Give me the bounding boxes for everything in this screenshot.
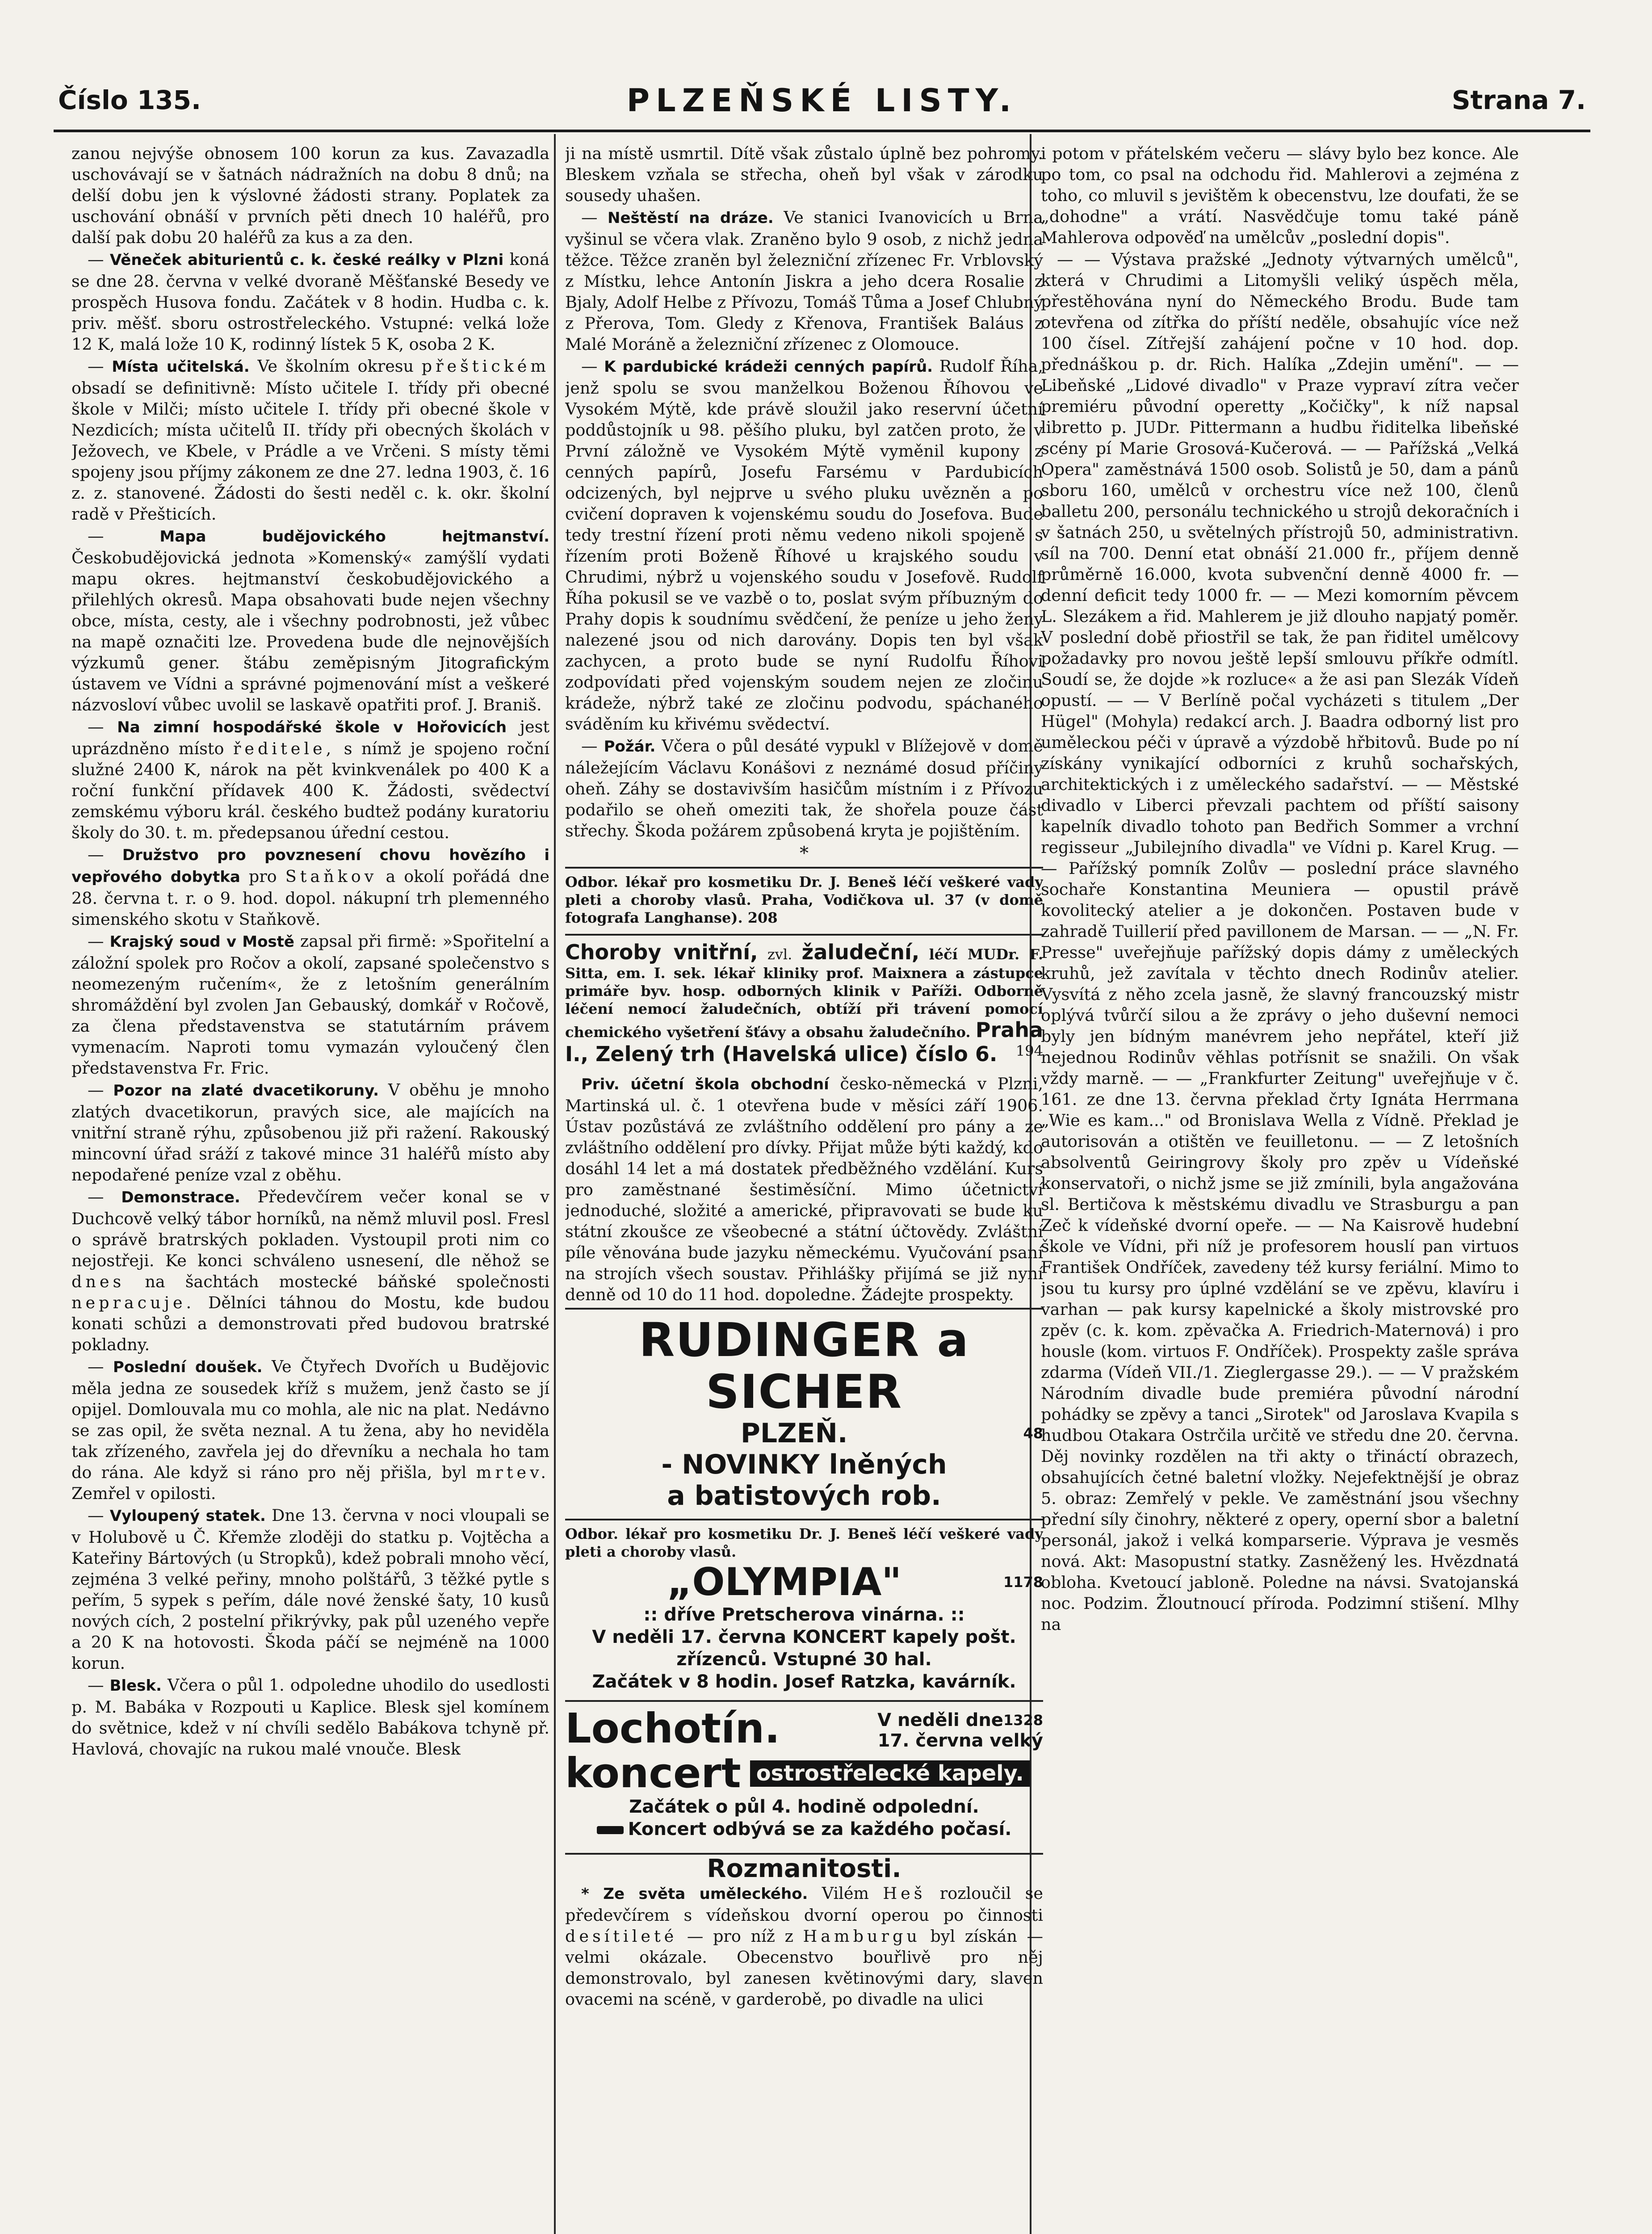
ad-title: Lochotín. xyxy=(565,1705,780,1752)
section-title: Rozmanitosti. xyxy=(565,1853,1043,1879)
article: Priv. účetní škola obchodní česko-německá v Plzni, Martinská ul. č. 1 otevřena bude v měsíci září 1906. Ústav pozůstává ze zvláštního oddělení pro pány a ze zvláštního oddělení pro dívky. Přijat může býti každý, kdo dosáhl 14 let a má dostatek předběžného vzdělání. Kurs pro zaměstnané šestiměsíční. Mimo účetnictví jednoduché, složité a americké, připravovati se bude ku státní zkoušce ze všeobecné a státní účtovědy. Zvláštní píle věnována bude jazyku německému. Vyučování psaní na strojích všech soustav. Přihlášky přijímá se již nyní denně od 10 do 11 hod. dopoledne. Žádejte prospekty. xyxy=(565,1074,1043,1304)
article-headline: Pozor na zlaté dvacetikoruny. xyxy=(113,1082,379,1100)
article: — Družstvo pro povznesení chovu hovězího i vepřového dobytka pro Staňkov a okolí pořádá dne 28. června t. r. o 9. hod. dopol. nákupní trh plemenného simenského skotu v Staňkově. xyxy=(71,845,549,929)
article: — Požár. Včera o půl desáté vypukl v Blížejově v domě náležejícím Václavu Konášovi z neznámé dosud příčiny oheň. Záhy se dostavivším hasičům místním i z Přívozu podařilo se oheň omeziti tak, že shořela pouze část střechy. Škoda požárem způsobená kryta je pojištěním. xyxy=(565,736,1043,840)
article-headline: Vyloupený statek. xyxy=(109,1507,266,1525)
article: — Demonstrace. Předevčírem večer konal se v Duchcově velký tábor horníků, na němž mluvil posl. Fresl o správě bratrských pokladen. Vystoupil proti nim co nejostřeji. Ke konci schváleno usnesení, dle něhož se dnes na šachtách mostecké báňské společnosti nepracuje. Dělníci táhnou do Mostu, kde budou konati schůzi a demonstrovati před budovou bratrské pokladny. xyxy=(71,1187,549,1354)
article-headline: Družstvo pro povznesení chovu hovězího i vepřového dobytka xyxy=(71,846,549,886)
advertisement-olympia: Odbor. lékař pro kosmetiku Dr. J. Beneš léčí veškeré vady pleti a choroby vlasů. „OLYMPIA" 1178 :: dříve Pretscherova vinárna. :: V neděli 17. června KONCERT kapely pošt. zřízenců. Vstupné 30 hal. Začátek v 8 hodin. Josef Ratzka, kavárník. xyxy=(565,1519,1043,1697)
article-continuation: zanou nejvýše obnosem 100 korun za kus. Zavazadla uschovávají se v šatnách nádražních na dobu 8 dnů; na delší dobu jen k výslovné žádosti strany. Poplatek za uschování obnáší v prvních pěti dnech 10 haléřů, pro další pak dobu 20 haléřů za kus a za den. xyxy=(71,144,549,247)
article-text: koná se dne 28. června v velké dvoraně Měšťanské Besedy ve prospěch Husova fondu. Začátek v 8 hodin. Hudba c. k. priv. měšť. sboru ostrostřeleckého. Vstupné: velká lože 12 K, malá lože 10 K, rodinný lístek 5 K, osoba 2 K. xyxy=(71,250,549,354)
ad-city: PLZEŇ. 48 xyxy=(740,1418,1043,1449)
article: — — Výstava pražské „Jednoty výtvarných umělců", která v Chrudimi a Litomyšli veliký úspěch měla, přestěhována nyní do Německého Brodu. Bude tam otevřena od zítřka do příští neděle, obsahujíc více než 100 čísel. Zítřejší zahájení počne v 10 hod. dop. přednáškou p. dr. Rich. Halíka „Zdejin umění". — — Libeňské „Lidové divadlo" v Praze vypraví zítra večer premiéru původní operetty „Kočičky", k níž napsal libretto p. JUDr. Pittermann a hudbu řiditelka libeňské scény pí Marie Grosová-Kučerová. — — Pařížská „Velká Opera" zaměstnává 1500 osob. Solistů je 50, dam a pánů sboru 160, umělců v orchestru více než 100, členů balletu 200, personálu technického u strojů dekoračních i v šatnách 250, u světelných přístrojů 50, administrativn. síl na 700. Denní etat obnáší 21.000 fr., příjem denně průměrně 16.000, kvota subvenční denně 4000 fr. — denní deficit tedy 1000 fr. — — Mezi komorním pěvcem L. Slezákem a řid. Mahlerem je již dlouho napjatý poměr. V poslední době přiostřil se tak, že pan řiditel umělcovy požadavky pro novou ještě lepší smlouvu příkře odmítl. Soudí se, že dojde »k rozluce« a že asi pan Slezák Vídeň opustí. — — V Berlíně počal vycházeti s titulem „Der Hügel" (Mohyla) redakcí arch. J. Baadra odborný list pro uměleckou péči v úpravě a výzdobě hřbitovů. Bude po ní získány vynikající odborníci z kruhů sochařských, architektických i z uměleckého sadařství. — — Městské divadlo v Liberci převzali pachtem od příští saisony kapelník divadlo tohoto pan Bedřich Sommer a vrchní regisseur „Jubilejního divadla" ve Vídni p. Karel Krug. — — Pařížský pomník Zolův — poslední práce slavného sochaře Konstantina Meuniera — opustil právě kovolitecký atelier a je dokončen. Postaven bude v zahradě Tuillerií před pavillonem de Marsan. — — „N. Fr. Presse" uveřejňuje pařížský dopis dámy z uměleckých kruhů, jež zavítala v těchto dnech Rodinův atelier. Vysvítá z něho zcela jasně, že slavný francouzský mistr oplývá tvůrčí silou a že zprávy o jeho duševní nemoci byly jen bídným manévrem jeho nepřátel, kteří již nejednou Rodinův věhlas potřísnit se snažili. On však vždy marně. — — „Frankfurter Zeitung" uveřejňuje v č. 161. ze dne 13. června překlad črty Ignáta Herrmana „Wie es kam..." od Bronislava Wella z Vídně. Překlad je autorisován a otištěn ve feuilletonu. — — Z letošních absolventů Geiringrovy školy pro zpěv u Vídeňské konservatoři, o nichž jsme se již zmínili, byla angažována sl. Bertičova k městskému divadlu ve Strasburgu a pan Zeč k vídeňské dvorní opeře. — — Na Kaisrově hudební škole ve Vídni, při níž je profesorem houslí pan virtuos František Ondříček, zavedeny též kursy feriální. Mimo to jsou tu kursy pro úplné vzdělání se ve zpěvu, klavíru i varhan — pak kursy kapelnické a školy mistrovské pro zpěv (c. k. kom. zpěvačka A. Friedrich-Maternová) i pro housle (kom. virtuos F. Ondříček). Prospekty zašle správa zdarma (Vídeň VII./1. Zieglergasse 29.). — — V pražském Národním divadle bude premiéra původní národní pohádky se zpěvy a tanci „Sirotek" od Jaroslava Kvapila s hudbou Otakara Ostrčila určitě ve středu dne 20. června. Děj novinky rozdělen na tři akty o třináctí obrazech, obsahujících četné baletní vložky. Nejefektnější je obraz 5. obraz: Zemřelý v pekle. Ve zaměstnání jsou všechny přední síly činohry, některé z opery, operní sbor a baletní personál, jakož i velká komparserie. Výprava je vesměs nová. Akt: Masopustní statky. Zasněžený les. Hvězdnatá obloha. Kvetoucí jabloně. Poledne na návsi. Svatojanská noc. Podzim. Žloutnoucí příroda. Podzimní stišení. Mlhy na xyxy=(1041,250,1519,1634)
article-headline: Demonstrace. xyxy=(121,1188,240,1206)
column-2 xyxy=(565,143,1043,2234)
page-number: Strana 7. xyxy=(1451,85,1586,115)
article-continuation: ji na místě usmrtil. Dítě však zůstalo úplně bez pohromy. Bleskem vzňala se střecha, oheň byl však v zárodku sousedy uhašen. xyxy=(565,144,1043,205)
advertisement-cosmetics: Odbor. lékař pro kosmetiku Dr. J. Beneš léčí veškeré vady pleti a choroby vlasů. Praha, Vodičkova ul. 37 (v domě fotografa Langhanse). 208 xyxy=(565,867,1043,931)
article-headline: Mapa budějovického hejtmanství. xyxy=(159,528,549,546)
ad-title: RUDINGER a SICHER xyxy=(639,1313,969,1419)
advertisement-doctor: Choroby vnitřní, zvl. žaludeční, léčí MUDr. F. Sitta, em. I. sek. lékař kliniky prof. Maixnera a zástupce primáře byv. hosp. odborných klinik v Paříži. Odborně léčení nemocí žaludečních, obtíží při trávení pomocí chemického vyšetření šťávy a obsahu žaludečního. Praha I., Zelený trh (Havelská ulice) číslo 6. 194 xyxy=(565,934,1043,1071)
issue-number: Číslo 135. xyxy=(58,85,201,115)
article: — Místa učitelská. Ve školním okresu přeštickém obsadí se definitivně: Místo učitele I. třídy při obecné škole v Milči; místo učitele I. třídy při obecné škole v Nezdicích; místa učitelů II. třídy při obecných školách v Ježovech, ve Kbele, v Prádle a ve Vrčeni. S místy těmi spojeny jsou příjmy zákonem ze dne 27. ledna 1903, č. 16 z. z. stanovené. Žádosti do šesti neděl c. k. okr. školní radě v Přešticích. xyxy=(71,357,549,524)
article-headline: Místa učitelská. xyxy=(112,358,250,376)
article-headline: Priv. účetní škola obchodní xyxy=(581,1075,829,1093)
column-divider xyxy=(554,134,556,2234)
separator-star: * xyxy=(800,843,809,864)
article: — Poslední doušek. Ve Čtyřech Dvořích u Budějovic měla jedna ze sousedek kříž s mužem, jenž často se jí opijel. Domlouvala mu co mohla, ale nic na plat. Nedávno se zas opil, že světa neznal. A tu žena, aby ho neviděla tak zřízeného, zavřela jej do dřevníku a nechala ho tam do rána. Ale když si ráno pro něj přišla, byl mrtev. Zemřel v opilosti. xyxy=(71,1357,549,1503)
pointing-hand-icon xyxy=(597,1826,624,1834)
article: — Věneček abiturientů c. k. české reálky v Plzni koná se dne 28. června v velké dvoraně Měšťanské Besedy ve prospěch Husova fondu. Začátek v 8 hodin. Hudba c. k. priv. měšť. sboru ostrostřeleckého. Vstupné: velká lože 12 K, malá lože 10 K, rodinný lístek 5 K, osoba 2 K. xyxy=(71,250,549,354)
article-headline: K pardubické krádeži cenných papírů. xyxy=(604,358,933,376)
masthead xyxy=(54,67,1590,132)
column-3 xyxy=(1041,143,1519,2234)
article: — Blesk. Včera o půl 1. odpoledne uhodilo do usedlosti p. M. Babáka v Rozpouti u Kaplice. Blesk sjel komínem do světnice, kdež v ní chvíli sedělo Babákova tchyně př. Havlová, chovajíc na rukou malé vnouče. Blesk xyxy=(71,1676,549,1759)
newspaper-title: PLZEŇSKÉ LISTY. xyxy=(626,82,1018,119)
article-headline: Na zimní hospodářské škole v Hořovicích xyxy=(117,718,507,736)
column-1 xyxy=(71,143,549,2234)
article: — Pozor na zlaté dvacetikoruny. V oběhu je mnoho zlatých dvacetikorun, pravých sice, ale majících na vnitřní straně rýhu, způsobenou již při ražení. Rakouský mincovní úřad sráží z takové mince 31 haléřů místo aby nepodařené peníze vzal z oběhu. xyxy=(71,1080,549,1184)
article-headline: Poslední doušek. xyxy=(113,1358,263,1376)
article-continuation: i potom v přátelském večeru — slávy bylo bez konce. Ale po tom, co psal na odchodu řid. Mahlerovi a zejména z toho, co mluvil s jevištěm k obecenstvu, lze doufati, že se „dohodne" a vrátí. Nasvědčuje tomu také páně Mahlerova odpověď na umělcův „poslední dopis". xyxy=(1041,144,1519,247)
article: — Krajský soud v Mostě zapsal při firmě: »Spořitelní a záložní spolek pro Ročov a okolí, zapsané společenstvo s neomezeným ručením«, že z letošním generálním shromáždění byl zvolen Jan Gebauský, domkář v Ročově, za člena představenstva se statutárním právem vymenacím. Naproti tomu vymazán vyloučený člen představenstva Fr. Fric. xyxy=(71,932,549,1078)
article-headline: Věneček abiturientů c. k. české reálky v Plzni xyxy=(109,251,504,269)
article-headline: * Ze světa uměleckého. xyxy=(581,1885,808,1903)
article-headline: Neštěstí na dráze. xyxy=(608,209,774,227)
ad-title: „OLYMPIA" 1178 xyxy=(667,1560,1043,1604)
article-headline: Krajský soud v Mostě xyxy=(109,933,294,951)
article-headline: Blesk. xyxy=(109,1677,162,1695)
article: — K pardubické krádeži cenných papírů. Rudolf Říha, jenž spolu se svou manželkou Boženou Říhovou ve Vysokém Mýtě, kde právě sloužil jako reservní účetní poddůstojník u 98. pěšího pluku, byl zatčen proto, že v První záložně ve Vysokém Mýtě vyměnil kupony z cenných papírů, Josefu Farsému v Pardubicích odcizených, byl nejprve u svého pluku uvězněn a po cvičení dopraven k vojenskému soudu do Josefova. Bude tedy trestní řízení proti němu vedeno nikoli spojeně s řízením proti Boženě Říhové u krajského soudu v Chrudimi, nýbrž u vojenského soudu v Josefově. Rudolf Říha pokusil se ve vazbě o to, poslat svým příbuzným do Prahy dopis k soudnímu svědčení, že peníze u jeho ženy nalezené jsou od nich darovány. Dopis ten byl však zachycen, a proto bude se nyní Rudolfu Říhovi zodpovídati před vojenským soudem nejen ze zločinu krádeže, nýbrž také ze zločinu podvodu, spáchaného sváděním ku křivému svědectví. xyxy=(565,357,1043,734)
article: — Na zimní hospodářské škole v Hořovicích jest uprázdněno místo ředitele, s nímž je spojeno roční služné 2400 K, nárok na pět kvinkvenálek po 400 K a roční funkční přídavek 400 K. Žádosti, svědectví zemskému výboru král. českého budtež podány kuratoriu školy do 30. t. m. předepsanou úřední cestou. xyxy=(71,717,549,842)
article: — Vyloupený statek. Dne 13. června v noci vloupali se v Holubově u Č. Křemže zloději do statku p. Vojtěcha a Kateřiny Bártových (u Stropků), kdež pobrali mnoho věcí, zejména 3 velké peřiny, mnoho polštářů, 3 těžké pytle s peřím, 5 sypek s peřím, dále nové ženské šaty, 10 kusů nových cích, 2 postelní přikrývky, pak půl uzeného vepře a 20 K na hotovosti. Škoda páčí se nejméně na 1000 korun. xyxy=(71,1506,549,1673)
article: — Neštěstí na dráze. Ve stanici Ivanovicích u Brna vyšinul se včera vlak. Zraněno bylo 9 osob, z nichž jedna těžce. Těžce zraněn byl železniční zřízenec Fr. Vrblovský z Místku, lehce Antonín Jiskra a jeho dcera Rosalie z Bjaly, Adolf Helbe z Přívozu, Tomáš Tůma a Josef Chlubný z Přerova, Tom. Gledy z Křenova, František Baláus z Malé Moráně a železniční zřízenec z Olomouce. xyxy=(565,208,1043,354)
article-headline: Požár. xyxy=(604,738,656,756)
advertisement-lochotin: Lochotín. V neděli dne 1328 17. června velký koncert ostrostřelecké kapely. Začátek o půl 4. hodině odpolední. Koncert odbývá se za každého počasí. xyxy=(565,1700,1043,1845)
advertisement-rudinger: RUDINGER a SICHER PLZEŇ. 48 - NOVINKY lněných a batistových rob. xyxy=(565,1308,1043,1516)
article: — Mapa budějovického hejtmanství. Českobudějovická jednota »Komenský« zamýšlí vydati mapu okres. hejtmanství českobudějovického a přilehlých okresů. Mapa obsahovati bude nejen všechny obce, místa, cesty, ale i všechny podrobnosti, jež vůbec na mapě označiti lze. Provedena bude dle nejnovějších výzkumů gener. štábu zeměpisným Jitografickým ústavem ve Vídni a správné pojmenování míst a veškeré názvosloví vůbec uvolil se laskavě opatřiti prof. J. Braniš. xyxy=(71,526,549,714)
article: * Ze světa uměleckého. Vilém Heš rozloučil se předevčírem s vídeňskou dvorní operou po činnosti desítileté — pro níž z Hamburgu byl získán — velmi okázale. Obecenstvo bouřlivě pro něj demonstrovalo, byl zanesen květinovými dary, slaven ovacemi na scéně, v garderobě, po divadle na ulici xyxy=(565,1884,1043,2009)
